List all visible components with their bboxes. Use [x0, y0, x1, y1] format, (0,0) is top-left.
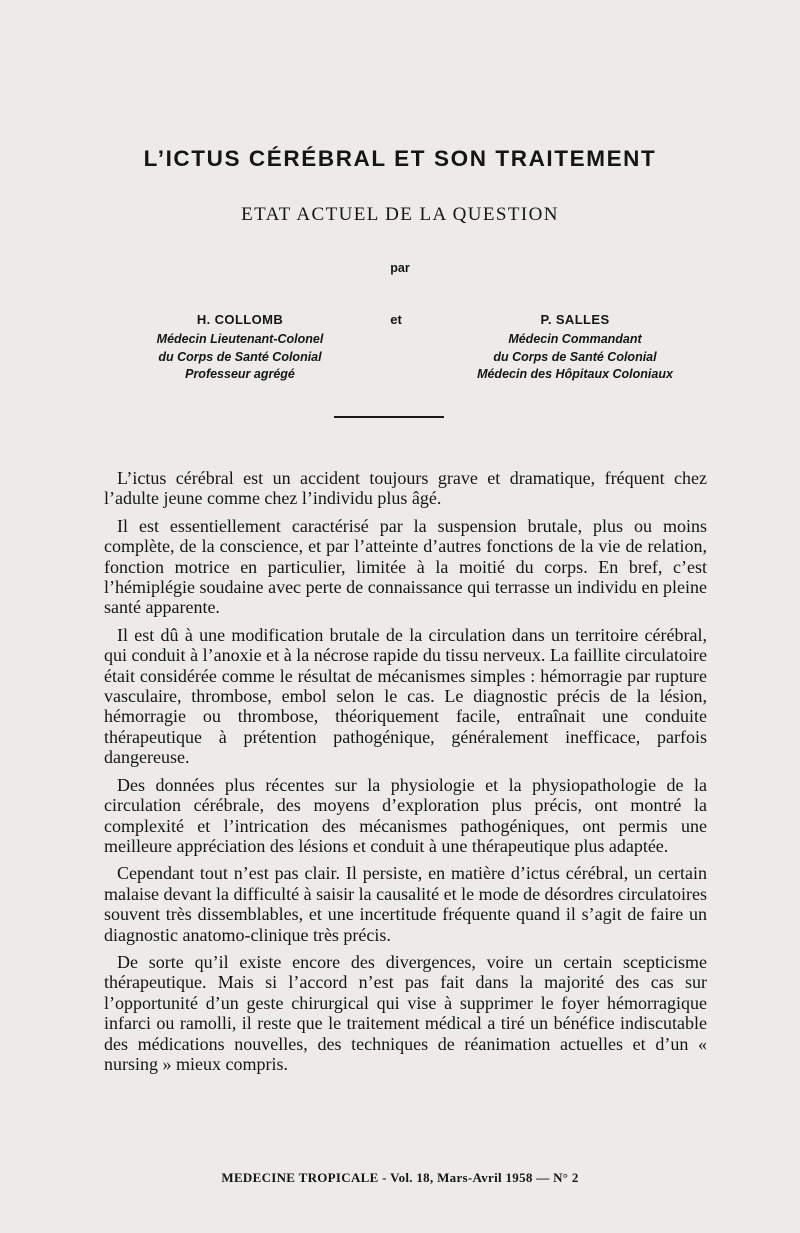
body-paragraph: De sorte qu’il existe encore des divergences, voire un certain scepticisme thérapeutique. Mais si l’accord n’est pas fait dans la majorité des cas sur l’opportunité d’un geste chirurgical qui vise à supprimer le foyer hémorragique infarci ou ramolli, il reste que le traitement médical a tiré un bénéfice indiscutable des médications nouvelles, des techniques de réanimation actuelles et d’un « nursing » mieux compris. — [104, 951, 707, 1074]
journal-footer: MEDECINE TROPICALE - Vol. 18, Mars-Avril 1958 — N° 2 — [221, 1170, 579, 1185]
body-paragraph: Il est essentiellement caractérisé par la suspension brutale, plus ou moins complète, de la conscience, et par l’atteinte d’autres fonctions de la vie de relation, fonction motrice en particulier, limitée à la moitié du corps. En bref, c’est l’hémiplégie soudaine avec perte de connaissance qui terrasse un individu en pleine santé apparente. — [104, 515, 707, 618]
author-block-salles — [400, 312, 750, 384]
author-role: Professeur agrégé — [185, 367, 295, 381]
article-subtitle: ETAT ACTUEL DE LA QUESTION — [241, 204, 559, 225]
author-role: du Corps de Santé Colonial — [158, 349, 322, 364]
section-divider — [334, 416, 444, 418]
body-paragraph: Il est dû à une modification brutale de la circulation dans un territoire cérébral, qui conduit à l’anoxie et à la nécrose rapide du tissu nerveux. La faillite circulatoire était considérée comme le résultat de mécanismes simples : hémorragie par rupture vasculaire, thrombose, embol selon le cas. Le diagnostic précis de la lésion, hémorragie ou thrombose, théoriquement facile, entraînait une conduite thérapeutique à prétention pathogénique, généralement inefficace, parfois dangereuse. — [104, 624, 707, 768]
body-paragraph: Des données plus récentes sur la physiologie et la physiopathologie de la circulation cérébrale, des moyens d’exploration plus précis, ont montré la complexité et l’intrication des mécanismes pathogéniques, ont permis une meilleure appréciation des lésions et conduit à une thérapeutique plus adaptée. — [104, 774, 707, 856]
byline-par: par — [390, 261, 410, 275]
author-role: Médecin Lieutenant-Colonel — [156, 332, 324, 346]
body-paragraph: Cependant tout n’est pas clair. Il persiste, en matière d’ictus cérébral, un certain malaise devant la difficulté à saisir la causalité et le mode de désordres circulatoires souvent très dissemblables, et une incertitude fréquente quand il s’agit de faire un diagnostic anatomo-clinique très précis. — [104, 863, 707, 945]
article-body — [104, 468, 707, 1081]
author-role: Médecin des Hôpitaux Coloniaux — [477, 367, 673, 381]
author-name: P. SALLES — [540, 312, 610, 327]
article-title: L’ICTUS CÉRÉBRAL ET SON TRAITEMENT — [143, 146, 657, 171]
author-conjunction: et — [390, 312, 402, 327]
author-block-collomb — [90, 312, 390, 384]
author-role: Médecin Commandant — [508, 332, 642, 346]
author-role: du Corps de Santé Colonial — [493, 349, 657, 364]
body-paragraph: L’ictus cérébral est un accident toujours grave et dramatique, fréquent chez l’adulte jeune comme chez l’individu plus âgé. — [104, 468, 707, 509]
author-name: H. COLLOMB — [196, 312, 284, 327]
